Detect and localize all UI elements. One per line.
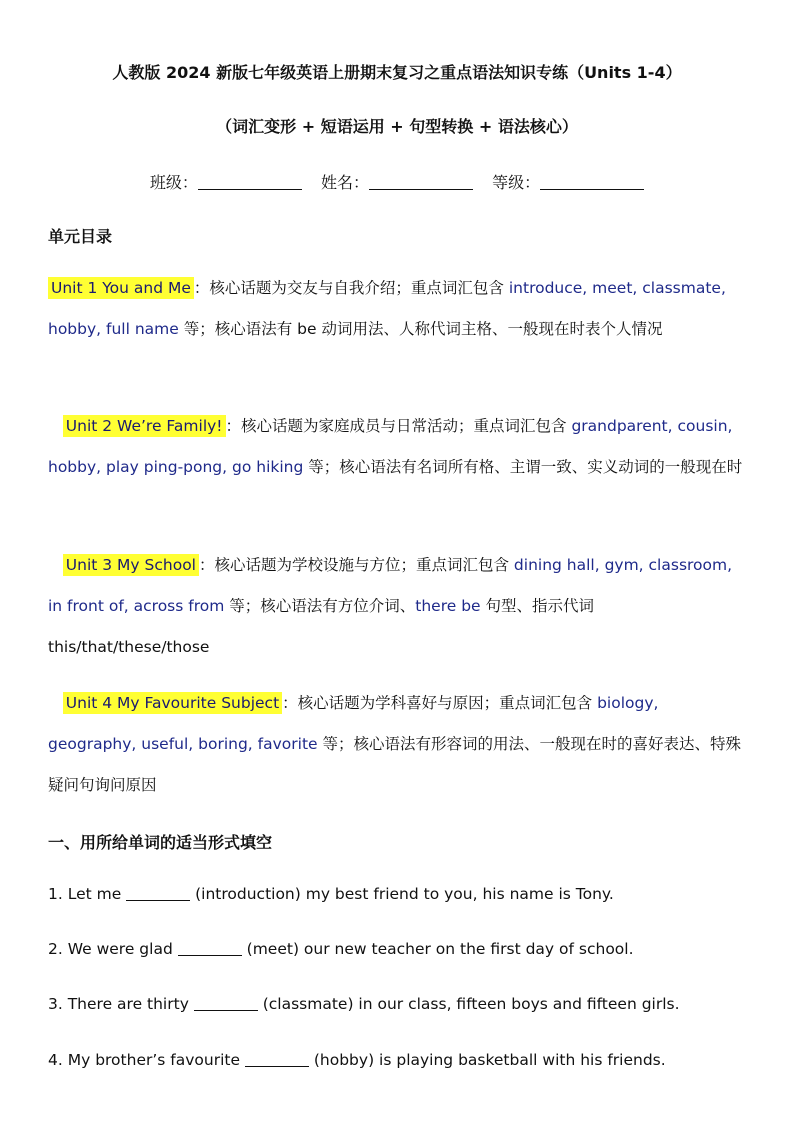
question-3 (48, 995, 680, 1013)
unit-tag: Unit 3 My School (63, 554, 199, 576)
unit-text: 等；核心语法有形容词的用法、一般现在时的喜好表达、特殊疑问句询问原因 (48, 735, 741, 794)
student-info-row (0, 170, 794, 193)
answer-blank[interactable] (194, 996, 258, 1011)
question-text: (classmate) in our class, fifteen boys and fifteen girls. (257, 995, 680, 1013)
answer-blank[interactable] (245, 1052, 309, 1067)
question-4 (48, 1051, 666, 1069)
unit-grammar-term: there be (415, 597, 481, 615)
catalog-heading: 单元目录 (48, 227, 113, 246)
unit-text: ：核心话题为学校设施与方位；重点词汇包含 (198, 556, 514, 574)
page-title: 人教版 2024 新版七年级英语上册期末复习之重点语法知识专练（Units 1-4） (112, 63, 682, 82)
unit-text: ：核心话题为学科喜好与原因；重点词汇包含 (282, 694, 598, 712)
question-2 (48, 940, 634, 958)
unit-text: ：核心话题为交友与自我介绍；重点词汇包含 (193, 279, 509, 297)
question-text: 3. There are thirty (48, 995, 194, 1013)
unit-entry-2 (48, 406, 748, 488)
question-text: 2. We were glad (48, 940, 178, 958)
unit-tag: Unit 4 My Favourite Subject (63, 692, 282, 714)
question-text: 4. My brother’s favourite (48, 1051, 245, 1069)
name-label: 姓名： (320, 173, 369, 192)
grade-label: 等级： (492, 173, 541, 192)
question-text: 1. Let me (48, 885, 127, 903)
grade-blank[interactable] (540, 175, 644, 190)
unit-vocab: dining hall, gym, classroom, in front of, across from (48, 556, 733, 615)
exercise-heading: 一、用所给单词的适当形式填空 (48, 833, 273, 852)
unit-entry-3 (48, 545, 748, 668)
unit-vocab: biology, geography, useful, boring, favorite (48, 694, 659, 753)
unit-vocab: grandparent, cousin, hobby, play ping-pong, go hiking (48, 417, 733, 476)
answer-blank[interactable] (126, 886, 190, 901)
unit-text: ：核心话题为家庭成员与日常活动；重点词汇包含 (225, 417, 572, 435)
unit-text: 句型、指示代词 this/that/these/those (48, 597, 595, 656)
unit-text: 等；核心语法有方位介词、 (224, 597, 416, 615)
question-text: (hobby) is playing basketball with his friends. (308, 1051, 666, 1069)
unit-text: 等；核心语法有 be 动词用法、人称代词主格、一般现在时表个人情况 (178, 320, 663, 338)
unit-tag: Unit 2 We’re Family! (63, 415, 226, 437)
class-blank[interactable] (198, 175, 302, 190)
unit-entry-1 (48, 268, 748, 350)
class-label: 班级： (149, 173, 198, 192)
unit-entry-4 (48, 683, 748, 806)
answer-blank[interactable] (178, 941, 242, 956)
unit-tag: Unit 1 You and Me (48, 277, 194, 299)
question-1 (48, 885, 614, 903)
unit-vocab: introduce, meet, classmate, hobby, full name (48, 279, 726, 338)
question-text: (meet) our new teacher on the first day of school. (241, 940, 634, 958)
unit-text: 等；核心语法有名词所有格、主谓一致、实义动词的一般现在时 (303, 458, 743, 476)
page-subtitle: （词汇变形 + 短语运用 + 句型转换 + 语法核心） (216, 117, 578, 136)
question-text: (introduction) my best friend to you, his name is Tony. (190, 885, 614, 903)
name-blank[interactable] (369, 175, 473, 190)
